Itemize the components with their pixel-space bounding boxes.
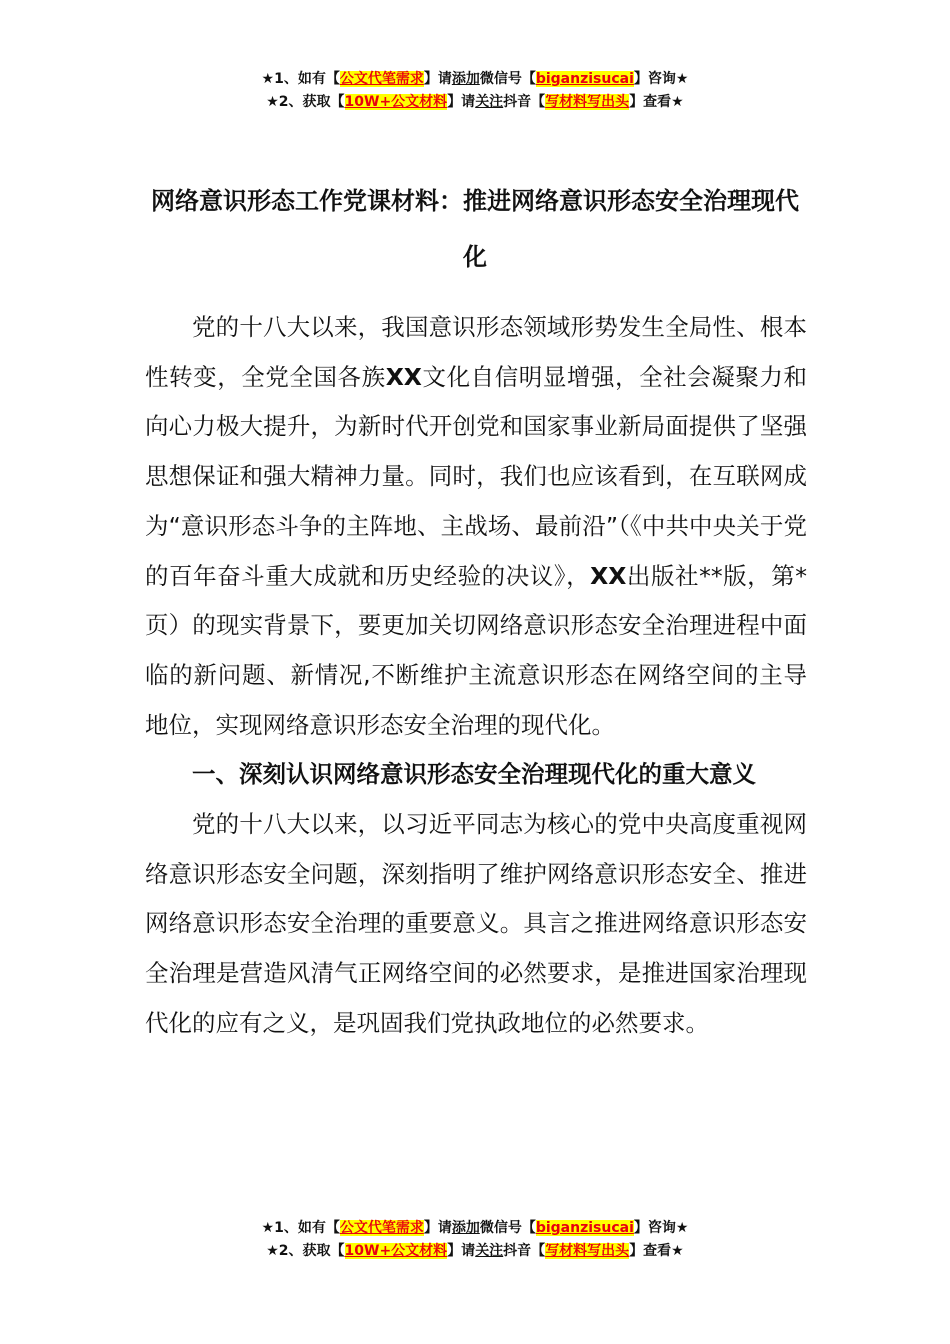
banner-text: 】查看★ [629, 1243, 684, 1259]
banner-text: 】咨询★ [633, 1220, 689, 1236]
document-body [145, 303, 807, 1049]
banner-line-2 [0, 91, 950, 114]
paragraph-section-1: 党的十八大以来，以习近平同志为核心的党中央高度重视网络意识形态安全问题，深刻指明了维护网络意识形态安全、推进网络意识形态安全治理的重要意义。具言之推进网络意识形态安全治理是营造风清气正网络空间的必然要求，是推进国家治理现代化的应有之义，是巩固我们党执政地位的必然要求。 [145, 810, 807, 1037]
underlined-follow: 关注 [475, 94, 504, 110]
highlight-materials: 10W+公文材料 [344, 94, 448, 110]
paragraph-intro [145, 303, 807, 750]
banner-text: 】请 [447, 1243, 476, 1259]
banner-text: 】请 [423, 71, 452, 87]
banner-line-1 [0, 1217, 950, 1240]
banner-text: ★1、如有【 [261, 71, 340, 87]
banner-text: ★1、如有【 [261, 1220, 340, 1236]
banner-text: 】咨询★ [633, 71, 689, 87]
banner-line-1 [0, 68, 950, 91]
banner-text: 微信号【 [479, 1220, 536, 1236]
highlight-wechat-id: biganzisucai [535, 71, 634, 87]
underlined-follow: 关注 [475, 1243, 504, 1259]
banner-text: 】请 [447, 94, 476, 110]
banner-text: 】查看★ [629, 94, 684, 110]
banner-text: ★2、获取【 [266, 1243, 345, 1259]
highlight-douyin-account: 写材料写出头 [545, 1243, 630, 1259]
highlight-materials: 10W+公文材料 [344, 1243, 448, 1259]
banner-line-2 [0, 1240, 950, 1263]
paragraph-text: 党的十八大以来，我国意识形态领域形势发生全局性、根本性转变，全党全国各族 [145, 313, 807, 391]
highlight-wechat-id: biganzisucai [535, 1220, 634, 1236]
highlight-douyin-account: 写材料写出头 [545, 94, 630, 110]
banner-text: 微信号【 [479, 71, 536, 87]
document-title: 网络意识形态工作党课材料：推进网络意识形态安全治理现代化 [151, 187, 799, 271]
placeholder-xx: XX [385, 362, 422, 391]
bottom-banner [0, 1217, 950, 1263]
highlight-ghostwriting: 公文代笔需求 [339, 71, 424, 87]
paragraph-text: 出版社**版，第*页）的现实背景下，要更加关切网络意识形态安全治理进程中面临的新问题、新情况,不断维护主流意识形态在网络空间的主导地位，实现网络意识形态安全治理的现代化。 [145, 561, 808, 739]
section-heading-1: 一、深刻认识网络意识形态安全治理现代化的重大意义 [192, 760, 756, 789]
banner-text: 抖音【 [503, 1243, 546, 1259]
underlined-add: 添加 [451, 71, 480, 87]
banner-text: 抖音【 [503, 94, 546, 110]
placeholder-xx: XX [590, 561, 627, 590]
paragraph-text: 文化自信明显增强，全社会凝聚力和向心力极大提升，为新时代开创党和国家事业新局面提供了坚强思想保证和强大精神力量。同时，我们也应该看到，在互联网成为“意识形态斗争的主阵地、主战场、最前沿”（《中共中央关于党的百年奋斗重大成就和历史经验的决议》， [145, 362, 808, 590]
banner-text: ★2、获取【 [266, 94, 345, 110]
top-banner [0, 68, 950, 114]
highlight-ghostwriting: 公文代笔需求 [339, 1220, 424, 1236]
underlined-add: 添加 [451, 1220, 480, 1236]
banner-text: 】请 [423, 1220, 452, 1236]
